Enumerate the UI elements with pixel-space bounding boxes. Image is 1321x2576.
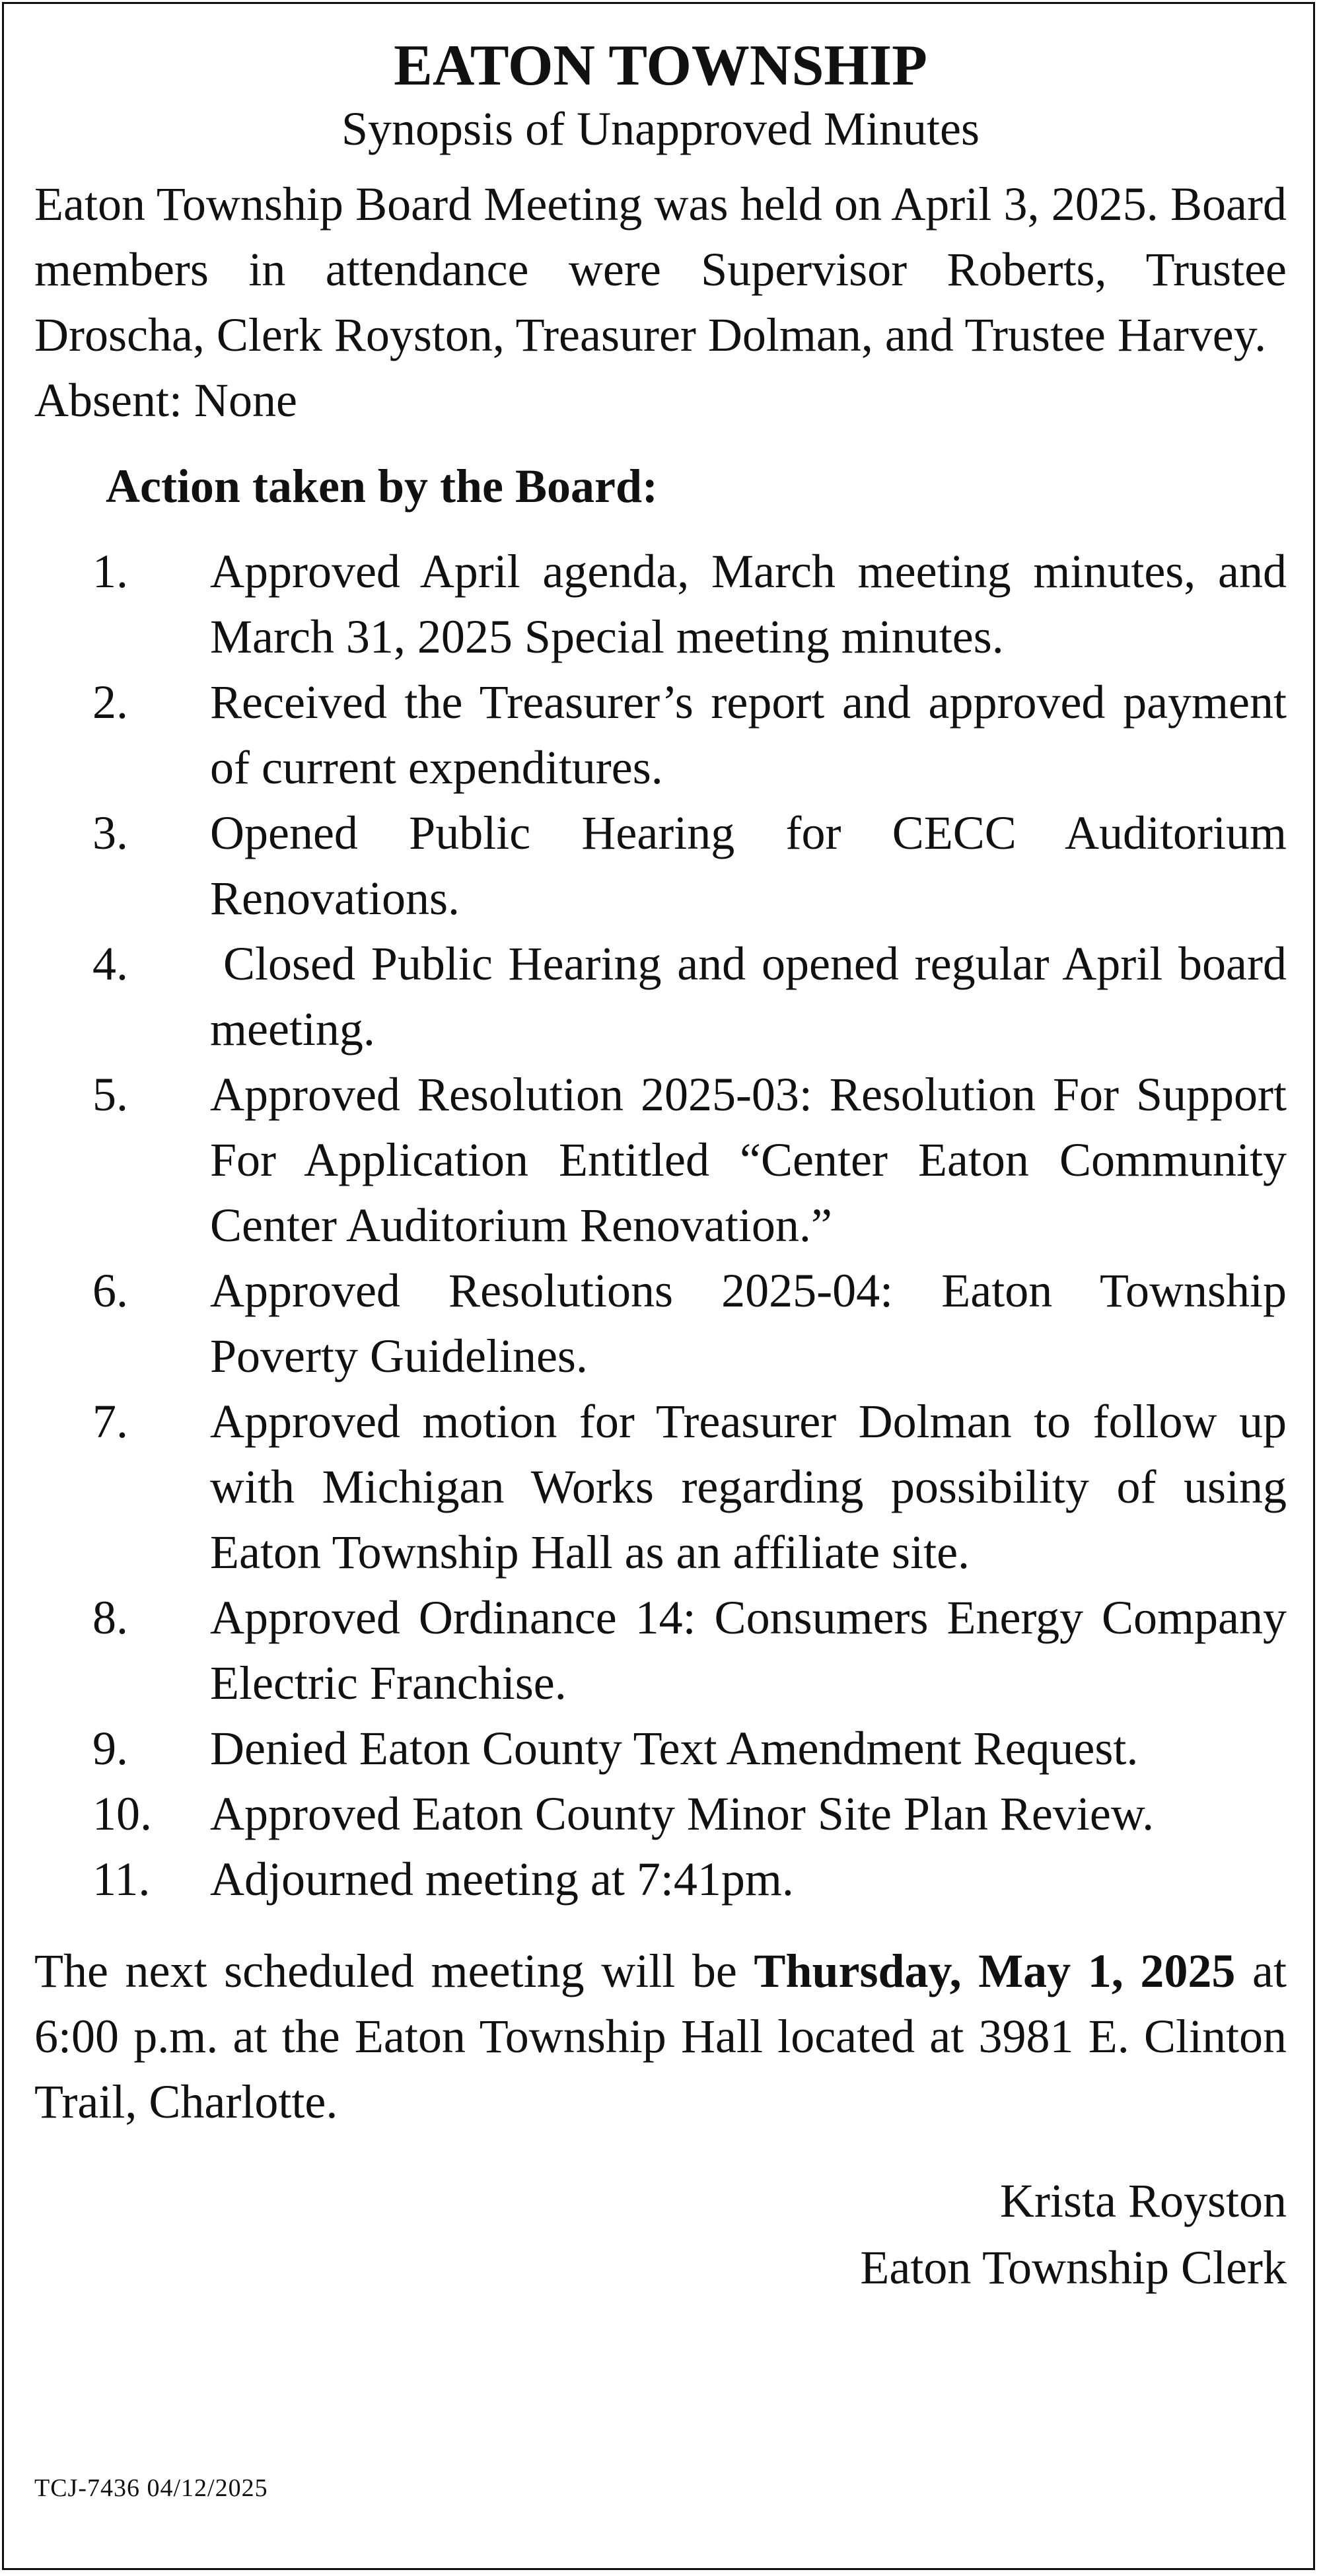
action-item-text: Adjourned meeting at 7:41pm. [210, 1853, 794, 1906]
action-item [34, 1716, 1287, 1781]
next-meeting-date: Thursday, May 1, 2025 [754, 1945, 1236, 1997]
action-item-text: Approved motion for Treasurer Dolman to follow up with Michigan Works regarding possibility of using Eaton Township Hall as an affiliate site. [210, 1395, 1287, 1579]
action-item-text: Approved Resolution 2025-03: Resolution For Support For Application Entitled “Center Eaton Community Center Auditorium Renovation.” [210, 1068, 1287, 1252]
meeting-intro-paragraph: Eaton Township Board Meeting was held on April 3, 2025. Board members in attendance were Supervisor Roberts, Trustee Droscha, Clerk Royston, Treasurer Dolman, and Trustee Harvey. [34, 178, 1287, 361]
next-meeting-prefix: The next scheduled meeting will be [34, 1945, 754, 1997]
action-item [34, 931, 1287, 1062]
action-item-text: Opened Public Hearing for CECC Auditorium Renovations. [210, 806, 1287, 925]
action-item [34, 1585, 1287, 1716]
action-item-number: 6. [92, 1264, 128, 1317]
action-item-text: Denied Eaton County Text Amendment Request. [210, 1722, 1139, 1775]
notice-content [34, 26, 1287, 2301]
action-item [34, 1389, 1287, 1585]
signature-role: Eaton Township Clerk [860, 2241, 1287, 2294]
action-item-text: Closed Public Hearing and opened regular April board meeting. [210, 937, 1287, 1055]
action-item-number: 10. [92, 1787, 152, 1840]
action-item [34, 1062, 1287, 1258]
action-item-number: 5. [92, 1068, 128, 1121]
action-item [34, 1781, 1287, 1847]
publication-code: TCJ-7436 04/12/2025 [34, 2474, 268, 2502]
action-item-text: Received the Treasurer’s report and approved payment of current expenditures. [210, 676, 1287, 794]
signature-block [34, 2168, 1287, 2301]
action-item-text: Approved April agenda, March meeting minutes, and March 31, 2025 Special meeting minutes. [210, 545, 1287, 663]
action-item-number: 1. [92, 545, 128, 598]
action-item-text: Approved Eaton County Minor Site Plan Review. [210, 1787, 1155, 1840]
signature-name: Krista Royston [999, 2174, 1287, 2227]
action-item-number: 11. [92, 1853, 151, 1906]
notice-subtitle: Synopsis of Unapproved Minutes [341, 102, 980, 155]
action-list [34, 539, 1287, 1912]
action-item-number: 4. [92, 937, 128, 990]
next-meeting-suffix: at 6:00 p.m. at the Eaton Township Hall located at 3981 E. Clinton Trail, Charlotte. [34, 1945, 1287, 2128]
action-item-text: Approved Ordinance 14: Consumers Energy Company Electric Franchise. [210, 1591, 1287, 1709]
action-item-number: 7. [92, 1395, 128, 1448]
action-item [34, 1258, 1287, 1389]
action-item-number: 3. [92, 806, 128, 859]
next-meeting-paragraph [34, 1939, 1287, 2135]
action-item-number: 2. [92, 676, 128, 729]
absent-line: Absent: None [34, 374, 297, 427]
action-item-number: 8. [92, 1591, 128, 1644]
action-item-text: Approved Resolutions 2025-04: Eaton Township Poverty Guidelines. [210, 1264, 1287, 1382]
action-item-number: 9. [92, 1722, 128, 1775]
action-item [34, 801, 1287, 931]
action-heading: Action taken by the Board: [106, 460, 659, 513]
notice-title: EATON TOWNSHIP [394, 34, 927, 98]
action-item [34, 670, 1287, 801]
action-item [34, 1847, 1287, 1912]
action-item [34, 539, 1287, 670]
